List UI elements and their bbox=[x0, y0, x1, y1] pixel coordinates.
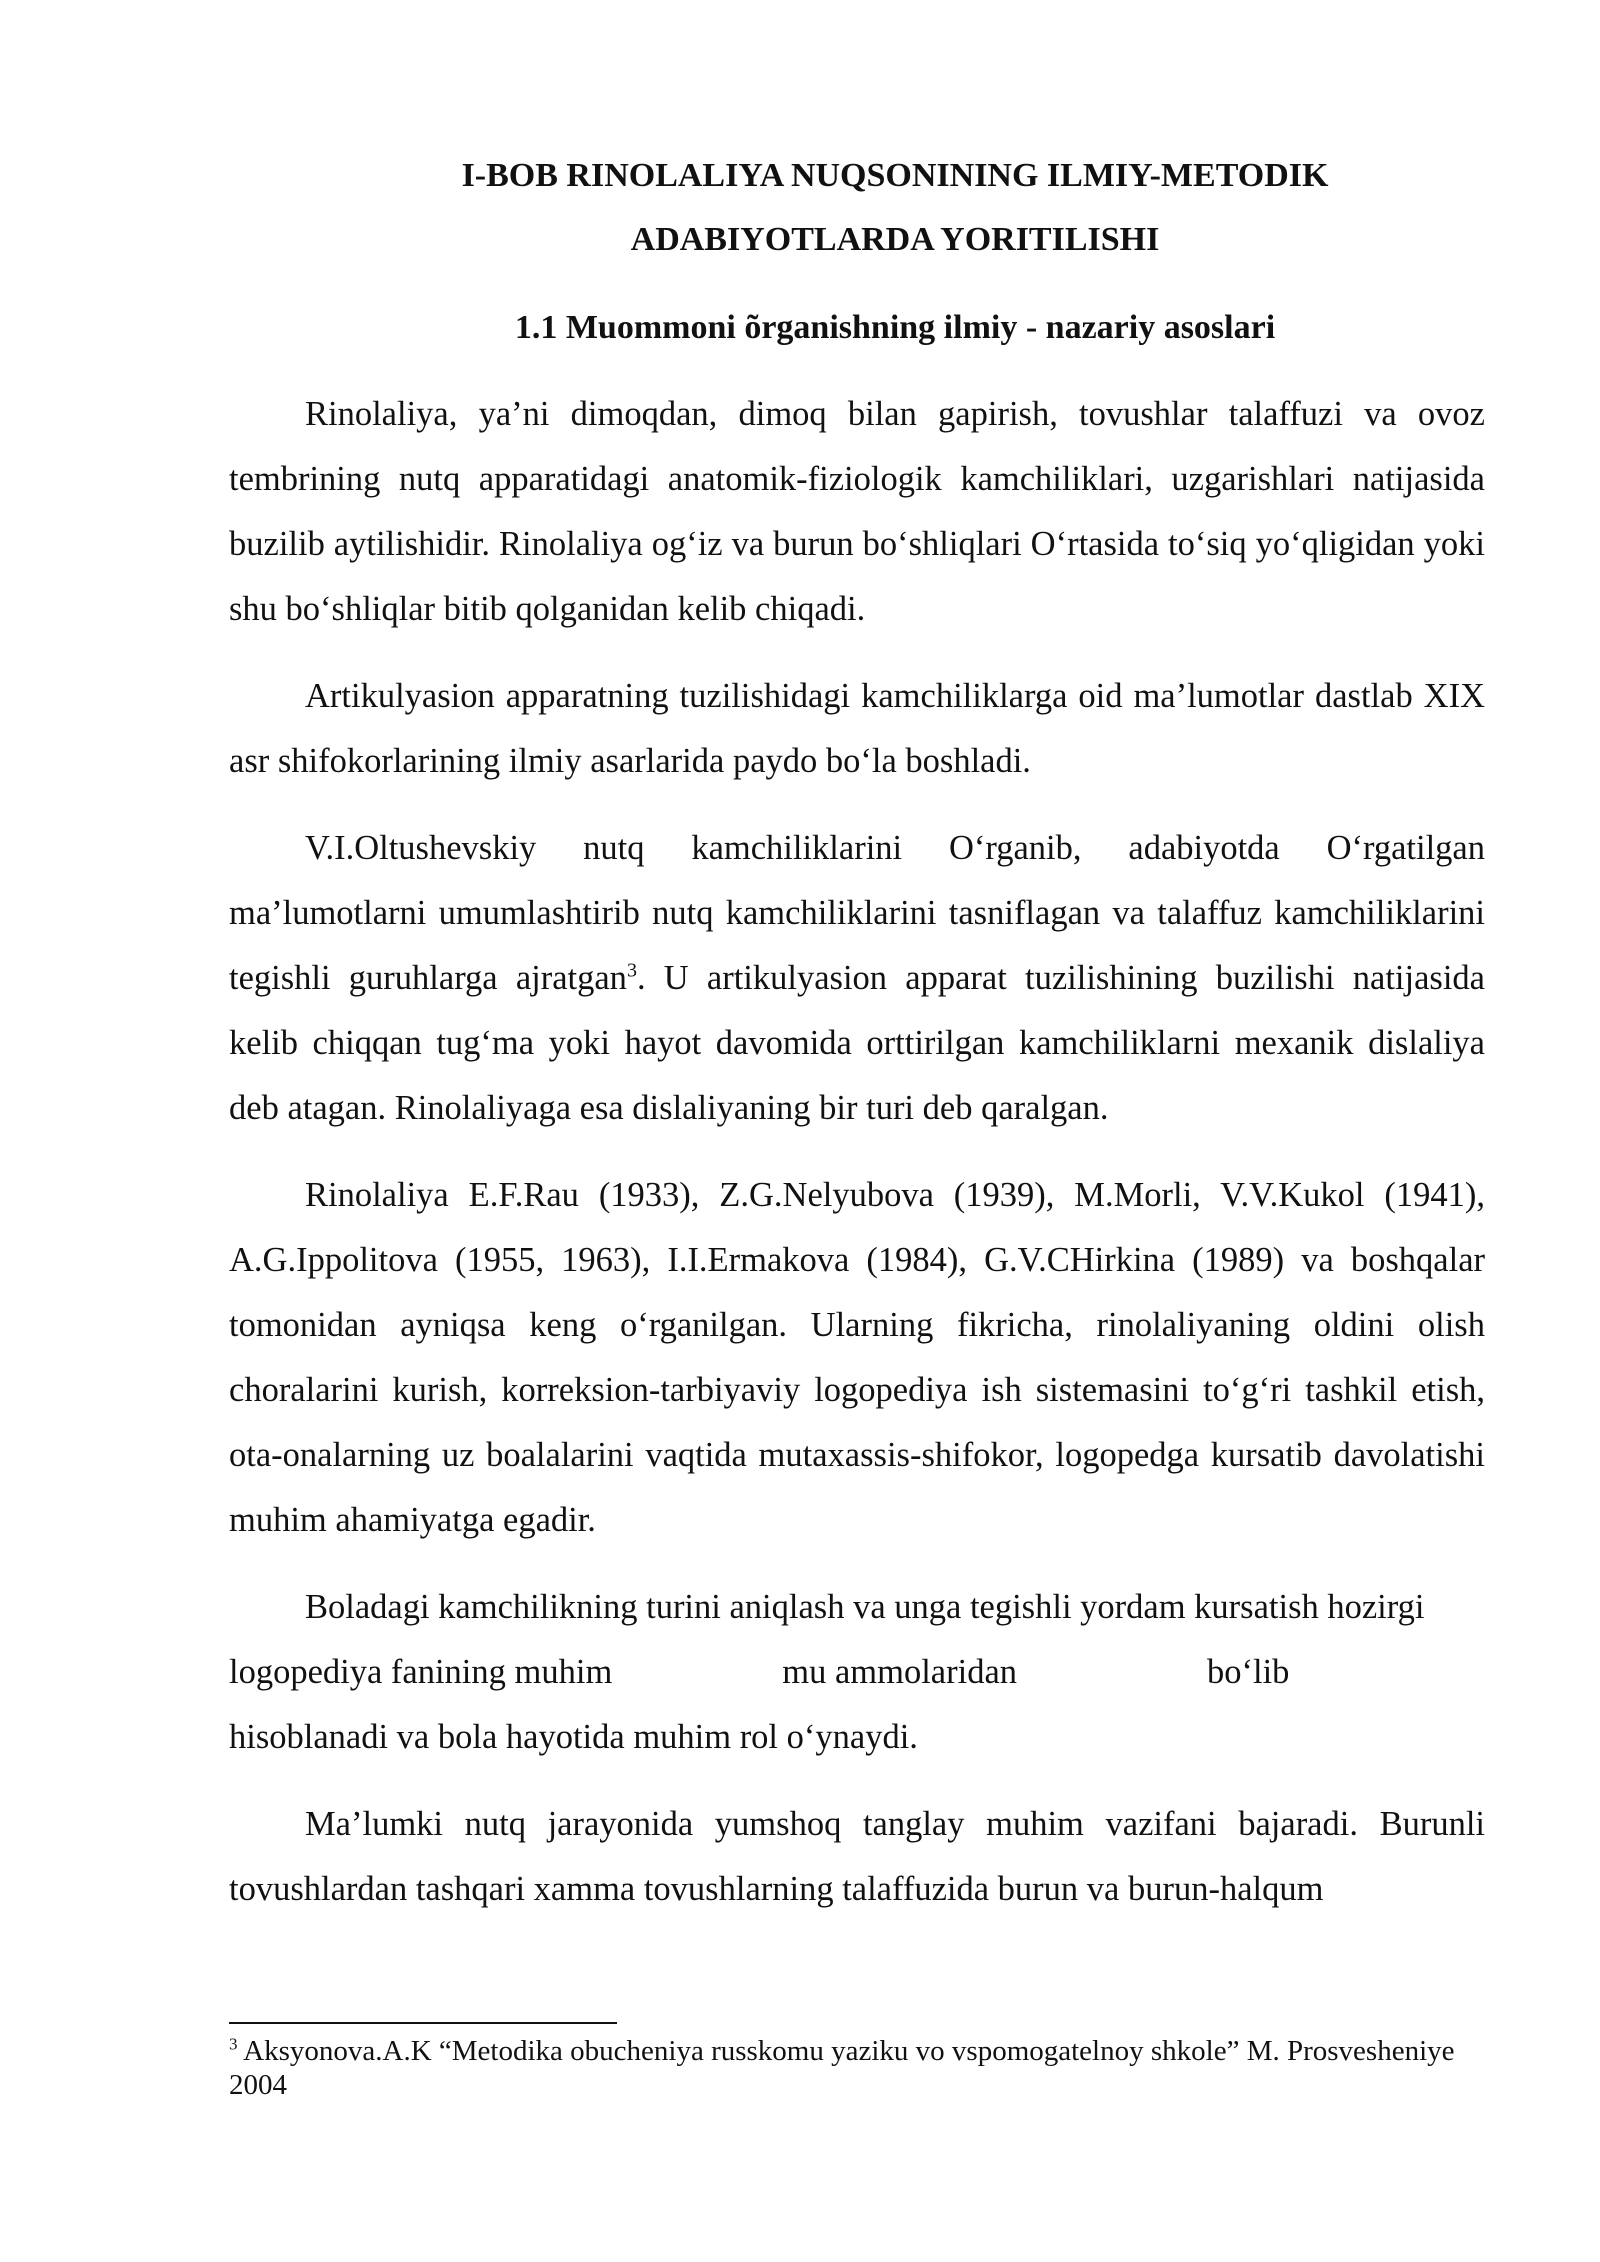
paragraph-5 bbox=[229, 1575, 1485, 1770]
footnote bbox=[229, 2034, 1485, 2102]
paragraph-1: Rinolaliya, ya’ni dimoqdan, dimoq bilan gapirish, tovushlar talaffuzi va ovoz tembrining nutq apparatidagi anatomik-fiziologik kamchiliklari, uzgarishlari natijasida buzilib aytilishidir. Rinolaliya ogʻiz va burun boʻshliqlari Oʻrtasida toʻsiq yoʻqligidan yoki shu boʻshliqlar bitib qolganidan kelib chiqadi. bbox=[229, 395, 1485, 628]
paragraph-3-text-b: . U artikulyasion apparat tuzilishining buzilishi natijasida kelib chiqqan tugʻma yoki hayot davomida orttirilgan kamchiliklarni mexanik dislaliya deb atagan. Rinolaliyaga esa dislaliyaning bir turi deb qaralgan. bbox=[229, 959, 1485, 1127]
chapter-title-line-2: ADABIYOTLARDA YORITILISHI bbox=[630, 221, 1160, 258]
paragraph-4: Rinolaliya E.F.Rau (1933), Z.G.Nelyubova (1939), M.Morli, V.V.Kukol (1941), A.G.Ippolitova (1955, 1963), I.I.Ermakova (1984), G.V.CHirkina (1989) va boshqalar tomonidan ayniqsa keng oʻrganilgan. Ularning fikricha, rinolaliyaning oldini olish choralarini kurish, korreksion-tarbiyaviy logopediya ish sistemasini toʻgʻri tashkil etish, ota-onalarning uz boalalarini vaqtida mutaxassis-shifokor, logopedga kursatib davolatishi muhim ahamiyatga egadir. bbox=[229, 1176, 1485, 1539]
paragraph-5-text-b: mu ammolaridan bbox=[782, 1653, 1018, 1691]
footnote-separator bbox=[229, 2022, 617, 2024]
paragraph-5-text-d: hisoblanadi va bola hayotida muhim rol oʻynaydi. bbox=[229, 1718, 918, 1756]
section-title: 1.1 Muommoni õrganishning ilmiy - nazariy asoslari bbox=[514, 309, 1276, 346]
paragraph-3 bbox=[229, 816, 1485, 1141]
chapter-title-line-1: I-BOB RINOLALIYA NUQSONINING ILMIY-METODIK bbox=[461, 157, 1329, 194]
paragraph-2: Artikulyasion apparatning tuzilishidagi kamchiliklarga oid ma’lumotlar dastlab XIX asr shifokorlarining ilmiy asarlarida paydo boʻla boshladi. bbox=[229, 677, 1485, 780]
paragraph-6: Ma’lumki nutq jarayonida yumshoq tanglay muhim vazifani bajaradi. Burunli tovushlardan tashqari xamma tovushlarning talaffuzida burun va burun-halqum bbox=[229, 1805, 1485, 1908]
footnote-mark: 3 bbox=[229, 2034, 238, 2054]
body-text bbox=[229, 382, 1485, 1944]
paragraph-5-text-a: Boladagi kamchilikning turini aniqlash va unga tegishli yordam kursatish hozirgi logopediya fanining muhim bbox=[229, 1588, 1425, 1691]
footnote-reference[interactable]: 3 bbox=[626, 959, 637, 982]
footnote-text: Aksyonova.A.K “Metodika obucheniya russkomu yaziku vo vspomogatelnoy shkole” M. Prosvesheniye 2004 bbox=[229, 2035, 1455, 2101]
paragraph-5-text-c: boʻlib bbox=[1207, 1653, 1290, 1691]
paragraph-3-text-a: V.I.Oltushevskiy nutq kamchiliklarini Oʻrganib, adabiyotda Oʻrgatilgan ma’lumotlarni umumlashtirib nutq kamchiliklarini tasniflagan va talaffuz kamchiliklarini tegishli guruhlarga ajratgan bbox=[229, 829, 1485, 997]
chapter-title bbox=[230, 144, 1560, 272]
